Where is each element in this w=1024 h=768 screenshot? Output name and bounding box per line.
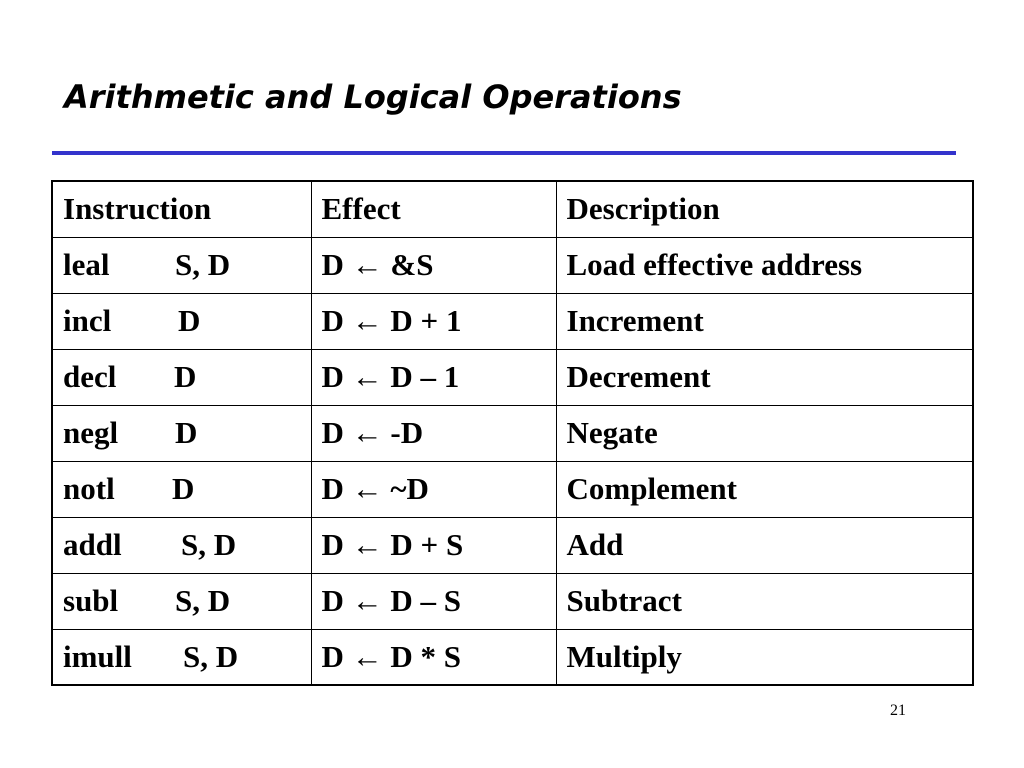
mnemonic: imull bbox=[63, 638, 132, 674]
operands: S, D bbox=[181, 527, 237, 562]
description-cell: Negate bbox=[556, 405, 973, 461]
page-number: 21 bbox=[890, 702, 906, 719]
header-effect: Effect bbox=[311, 181, 556, 237]
mnemonic: subl bbox=[63, 583, 119, 618]
description-cell: Decrement bbox=[556, 349, 973, 405]
table-row bbox=[52, 293, 973, 349]
operands: D bbox=[175, 415, 198, 450]
description-cell: Add bbox=[556, 517, 973, 573]
operands: S, D bbox=[175, 247, 231, 282]
instruction-table bbox=[51, 180, 974, 686]
effect-cell: D ← D + S bbox=[311, 517, 556, 573]
effect-cell: D ← D + 1 bbox=[311, 293, 556, 349]
effect-cell: D ← -D bbox=[311, 405, 556, 461]
description-cell: Subtract bbox=[556, 573, 973, 629]
instruction-cell bbox=[52, 237, 311, 293]
effect-cell: D ← D * S bbox=[311, 629, 556, 685]
instruction-cell bbox=[52, 405, 311, 461]
mnemonic: decl bbox=[63, 359, 117, 394]
title-divider bbox=[52, 151, 956, 155]
mnemonic: notl bbox=[63, 471, 115, 506]
mnemonic: incl bbox=[63, 303, 112, 338]
operands: D bbox=[178, 303, 201, 338]
table-row bbox=[52, 237, 973, 293]
mnemonic: negl bbox=[63, 415, 119, 450]
table-row bbox=[52, 573, 973, 629]
instruction-cell bbox=[52, 293, 311, 349]
operands: S, D bbox=[175, 583, 231, 618]
description-cell: Load effective address bbox=[556, 237, 973, 293]
table-row bbox=[52, 461, 973, 517]
header-description: Description bbox=[556, 181, 973, 237]
slide-title: Arithmetic and Logical Operations bbox=[64, 78, 682, 116]
table-header-row bbox=[52, 181, 973, 237]
table-row bbox=[52, 405, 973, 461]
operands: D bbox=[172, 471, 195, 506]
instruction-cell bbox=[52, 517, 311, 573]
operands: D bbox=[174, 359, 197, 394]
description-cell: Multiply bbox=[556, 629, 973, 685]
table-row bbox=[52, 629, 973, 685]
description-cell: Complement bbox=[556, 461, 973, 517]
effect-cell: D ← ~D bbox=[311, 461, 556, 517]
description-cell: Increment bbox=[556, 293, 973, 349]
mnemonic: addl bbox=[63, 527, 122, 562]
header-instruction: Instruction bbox=[52, 181, 311, 237]
table-row bbox=[52, 349, 973, 405]
instruction-cell bbox=[52, 349, 311, 405]
instruction-cell bbox=[52, 461, 311, 517]
effect-cell: D ← D – S bbox=[311, 573, 556, 629]
operands: S, D bbox=[183, 638, 239, 674]
table-row bbox=[52, 517, 973, 573]
instruction-cell bbox=[52, 629, 311, 685]
instruction-cell bbox=[52, 573, 311, 629]
effect-cell: D ← &S bbox=[311, 237, 556, 293]
mnemonic: leal bbox=[63, 247, 110, 282]
effect-cell: D ← D – 1 bbox=[311, 349, 556, 405]
